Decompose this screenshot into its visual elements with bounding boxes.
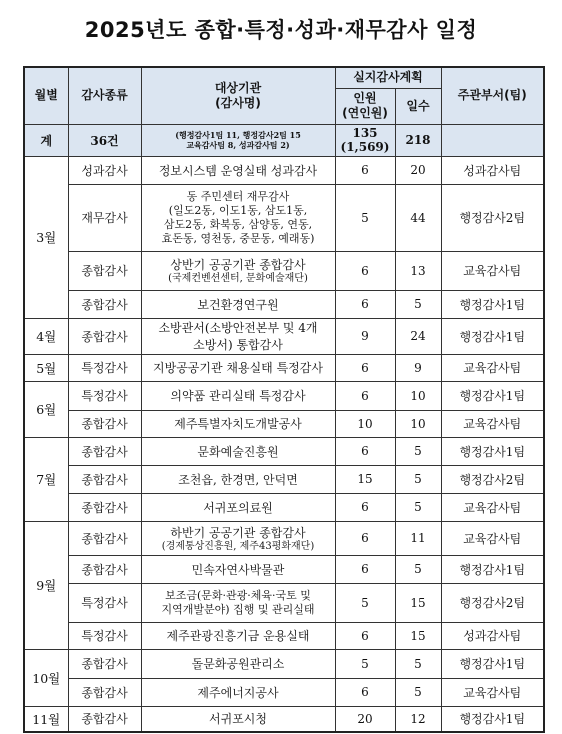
table-row bbox=[24, 706, 544, 732]
target-line: 동 주민센터 재무감사 bbox=[186, 189, 290, 203]
target-line: 소방관서(소방안전본부 및 4개 bbox=[158, 321, 318, 335]
target-cell: 제주특별자치도개발공사 bbox=[141, 410, 335, 437]
dept-cell: 교육감사팀 bbox=[441, 678, 544, 706]
table-row bbox=[24, 410, 544, 437]
target-cell: 제주에너지공사 bbox=[141, 678, 335, 706]
table-row bbox=[24, 251, 544, 290]
dept-cell: 행정감사1팀 bbox=[441, 437, 544, 465]
dept-cell: 성과감사팀 bbox=[441, 622, 544, 649]
type-cell: 종합감사 bbox=[68, 706, 141, 732]
target-cell: 정보시스템 운영실태 성과감사 bbox=[141, 156, 335, 184]
days-cell: 13 bbox=[395, 251, 441, 290]
type-cell: 종합감사 bbox=[68, 521, 141, 555]
dept-cell: 행정감사2팀 bbox=[441, 465, 544, 493]
target-cell: 민속자연사박물관 bbox=[141, 555, 335, 583]
header-row bbox=[24, 67, 544, 88]
table-row bbox=[24, 437, 544, 465]
table-row bbox=[24, 318, 544, 354]
type-cell: 종합감사 bbox=[68, 290, 141, 318]
dept-cell: 행정감사1팀 bbox=[441, 649, 544, 678]
table-row bbox=[24, 583, 544, 622]
days-cell: 5 bbox=[395, 678, 441, 706]
people-cell: 6 bbox=[335, 493, 395, 521]
dept-cell: 행정감사1팀 bbox=[441, 318, 544, 354]
total-detail bbox=[141, 124, 335, 156]
dept-cell: 행정감사2팀 bbox=[441, 583, 544, 622]
target-cell bbox=[141, 318, 335, 354]
dept-cell: 행정감사1팀 bbox=[441, 555, 544, 583]
total-people bbox=[335, 124, 395, 156]
days-cell: 10 bbox=[395, 381, 441, 410]
header-days: 일수 bbox=[395, 88, 441, 124]
target-line: 소방서) 통합감사 bbox=[193, 338, 283, 352]
dept-cell: 교육감사팀 bbox=[441, 410, 544, 437]
days-cell: 5 bbox=[395, 465, 441, 493]
type-cell: 특정감사 bbox=[68, 354, 141, 381]
header-people-line1: 인원 bbox=[353, 91, 377, 105]
total-label: 계 bbox=[24, 124, 68, 156]
people-cell: 6 bbox=[335, 437, 395, 465]
days-cell: 44 bbox=[395, 184, 441, 251]
days-cell: 15 bbox=[395, 583, 441, 622]
table-row bbox=[24, 156, 544, 184]
target-line: 지역개발분야) 집행 및 관리실태 bbox=[161, 602, 315, 616]
people-cell: 6 bbox=[335, 251, 395, 290]
target-line: 삼도2동, 화북동, 삼양동, 연동, bbox=[163, 217, 313, 231]
target-line: 상반기 공공기관 종합감사 bbox=[170, 258, 306, 272]
type-cell: 종합감사 bbox=[68, 318, 141, 354]
target-line: 보조금(문화·관광·체육·국토 및 bbox=[165, 588, 311, 602]
people-cell: 5 bbox=[335, 649, 395, 678]
month-cell: 4월 bbox=[24, 318, 68, 354]
month-cell: 6월 bbox=[24, 381, 68, 437]
header-target bbox=[141, 67, 335, 124]
target-line: (일도2동, 이도1동, 삼도1동, bbox=[168, 203, 308, 217]
table-row bbox=[24, 184, 544, 251]
dept-cell: 교육감사팀 bbox=[441, 354, 544, 381]
type-cell: 종합감사 bbox=[68, 465, 141, 493]
type-cell: 종합감사 bbox=[68, 437, 141, 465]
type-cell: 종합감사 bbox=[68, 251, 141, 290]
month-cell: 5월 bbox=[24, 354, 68, 381]
days-cell: 24 bbox=[395, 318, 441, 354]
days-cell: 5 bbox=[395, 493, 441, 521]
table-row bbox=[24, 465, 544, 493]
header-target-line2: (감사명) bbox=[215, 95, 261, 110]
dept-cell: 행정감사2팀 bbox=[441, 184, 544, 251]
month-cell: 3월 bbox=[24, 156, 68, 318]
target-cell: 보건환경연구원 bbox=[141, 290, 335, 318]
target-line: (경제통상진흥원, 제주43평화재단) bbox=[161, 540, 315, 552]
dept-cell: 행정감사1팀 bbox=[441, 290, 544, 318]
days-cell: 5 bbox=[395, 555, 441, 583]
month-cell: 11월 bbox=[24, 706, 68, 732]
table-row bbox=[24, 290, 544, 318]
people-cell: 10 bbox=[335, 410, 395, 437]
people-cell: 6 bbox=[335, 521, 395, 555]
table-row bbox=[24, 649, 544, 678]
target-cell: 의약품 관리실태 특정감사 bbox=[141, 381, 335, 410]
table-row bbox=[24, 555, 544, 583]
days-cell: 10 bbox=[395, 410, 441, 437]
total-count: 36건 bbox=[68, 124, 141, 156]
people-cell: 6 bbox=[335, 555, 395, 583]
days-cell: 5 bbox=[395, 649, 441, 678]
type-cell: 재무감사 bbox=[68, 184, 141, 251]
dept-cell: 행정감사1팀 bbox=[441, 706, 544, 732]
month-cell: 10월 bbox=[24, 649, 68, 706]
people-cell: 5 bbox=[335, 184, 395, 251]
table-row bbox=[24, 521, 544, 555]
people-cell: 5 bbox=[335, 583, 395, 622]
type-cell: 특정감사 bbox=[68, 583, 141, 622]
header-plan: 실지감사계획 bbox=[335, 67, 441, 88]
days-cell: 20 bbox=[395, 156, 441, 184]
table-row bbox=[24, 354, 544, 381]
target-cell bbox=[141, 184, 335, 251]
dept-cell: 교육감사팀 bbox=[441, 251, 544, 290]
days-cell: 9 bbox=[395, 354, 441, 381]
table-row bbox=[24, 493, 544, 521]
target-cell: 조천읍, 한경면, 안덕면 bbox=[141, 465, 335, 493]
target-cell: 지방공공기관 채용실태 특정감사 bbox=[141, 354, 335, 381]
header-type: 감사종류 bbox=[68, 67, 141, 124]
page-title: 2025년도 종합·특정·성과·재무감사 일정 bbox=[84, 18, 478, 42]
header-month: 월별 bbox=[24, 67, 68, 124]
month-cell: 9월 bbox=[24, 521, 68, 649]
header-people bbox=[335, 88, 395, 124]
dept-cell: 행정감사1팀 bbox=[441, 381, 544, 410]
people-cell: 20 bbox=[335, 706, 395, 732]
dept-cell: 교육감사팀 bbox=[441, 521, 544, 555]
people-cell: 15 bbox=[335, 465, 395, 493]
target-line: (국제컨벤션센터, 문화예술재단) bbox=[168, 273, 308, 284]
type-cell: 성과감사 bbox=[68, 156, 141, 184]
target-cell bbox=[141, 521, 335, 555]
people-cell: 6 bbox=[335, 678, 395, 706]
dept-cell: 성과감사팀 bbox=[441, 156, 544, 184]
dept-cell: 교육감사팀 bbox=[441, 493, 544, 521]
type-cell: 종합감사 bbox=[68, 493, 141, 521]
type-cell: 종합감사 bbox=[68, 649, 141, 678]
total-detail-line2: 교육감사팀 8, 성과감사팀 2) bbox=[186, 140, 290, 150]
days-cell: 5 bbox=[395, 437, 441, 465]
target-cell: 돌문화공원관리소 bbox=[141, 649, 335, 678]
table-row bbox=[24, 381, 544, 410]
people-cell: 6 bbox=[335, 381, 395, 410]
total-detail-line1: (행정감사1팀 11, 행정감사2팀 15 bbox=[175, 130, 301, 140]
target-line: 효돈동, 영천동, 중문동, 예래동) bbox=[161, 231, 315, 245]
type-cell: 특정감사 bbox=[68, 381, 141, 410]
people-cell: 9 bbox=[335, 318, 395, 354]
days-cell: 11 bbox=[395, 521, 441, 555]
total-dept bbox=[441, 124, 544, 156]
days-cell: 12 bbox=[395, 706, 441, 732]
table-row bbox=[24, 678, 544, 706]
target-cell bbox=[141, 583, 335, 622]
target-cell: 제주관광진흥기금 운용실태 bbox=[141, 622, 335, 649]
type-cell: 종합감사 bbox=[68, 410, 141, 437]
target-line: 하반기 공공기관 종합감사 bbox=[170, 525, 306, 540]
people-cell: 6 bbox=[335, 622, 395, 649]
people-cell: 6 bbox=[335, 156, 395, 184]
target-cell: 문화예술진흥원 bbox=[141, 437, 335, 465]
type-cell: 특정감사 bbox=[68, 622, 141, 649]
days-cell: 5 bbox=[395, 290, 441, 318]
total-people-line1: 135 bbox=[352, 126, 378, 140]
total-days: 218 bbox=[395, 124, 441, 156]
target-cell: 서귀포의료원 bbox=[141, 493, 335, 521]
audit-schedule-table bbox=[23, 66, 545, 733]
total-people-line2: (1,569) bbox=[340, 140, 390, 154]
type-cell: 종합감사 bbox=[68, 678, 141, 706]
header-dept: 주관부서(팀) bbox=[441, 67, 544, 124]
header-people-line2: (연인원) bbox=[342, 106, 388, 120]
people-cell: 6 bbox=[335, 354, 395, 381]
target-cell bbox=[141, 251, 335, 290]
header-target-line1: 대상기관 bbox=[214, 80, 262, 95]
type-cell: 종합감사 bbox=[68, 555, 141, 583]
table-row bbox=[24, 622, 544, 649]
people-cell: 6 bbox=[335, 290, 395, 318]
total-row bbox=[24, 124, 544, 156]
month-cell: 7월 bbox=[24, 437, 68, 521]
target-cell: 서귀포시청 bbox=[141, 706, 335, 732]
days-cell: 15 bbox=[395, 622, 441, 649]
